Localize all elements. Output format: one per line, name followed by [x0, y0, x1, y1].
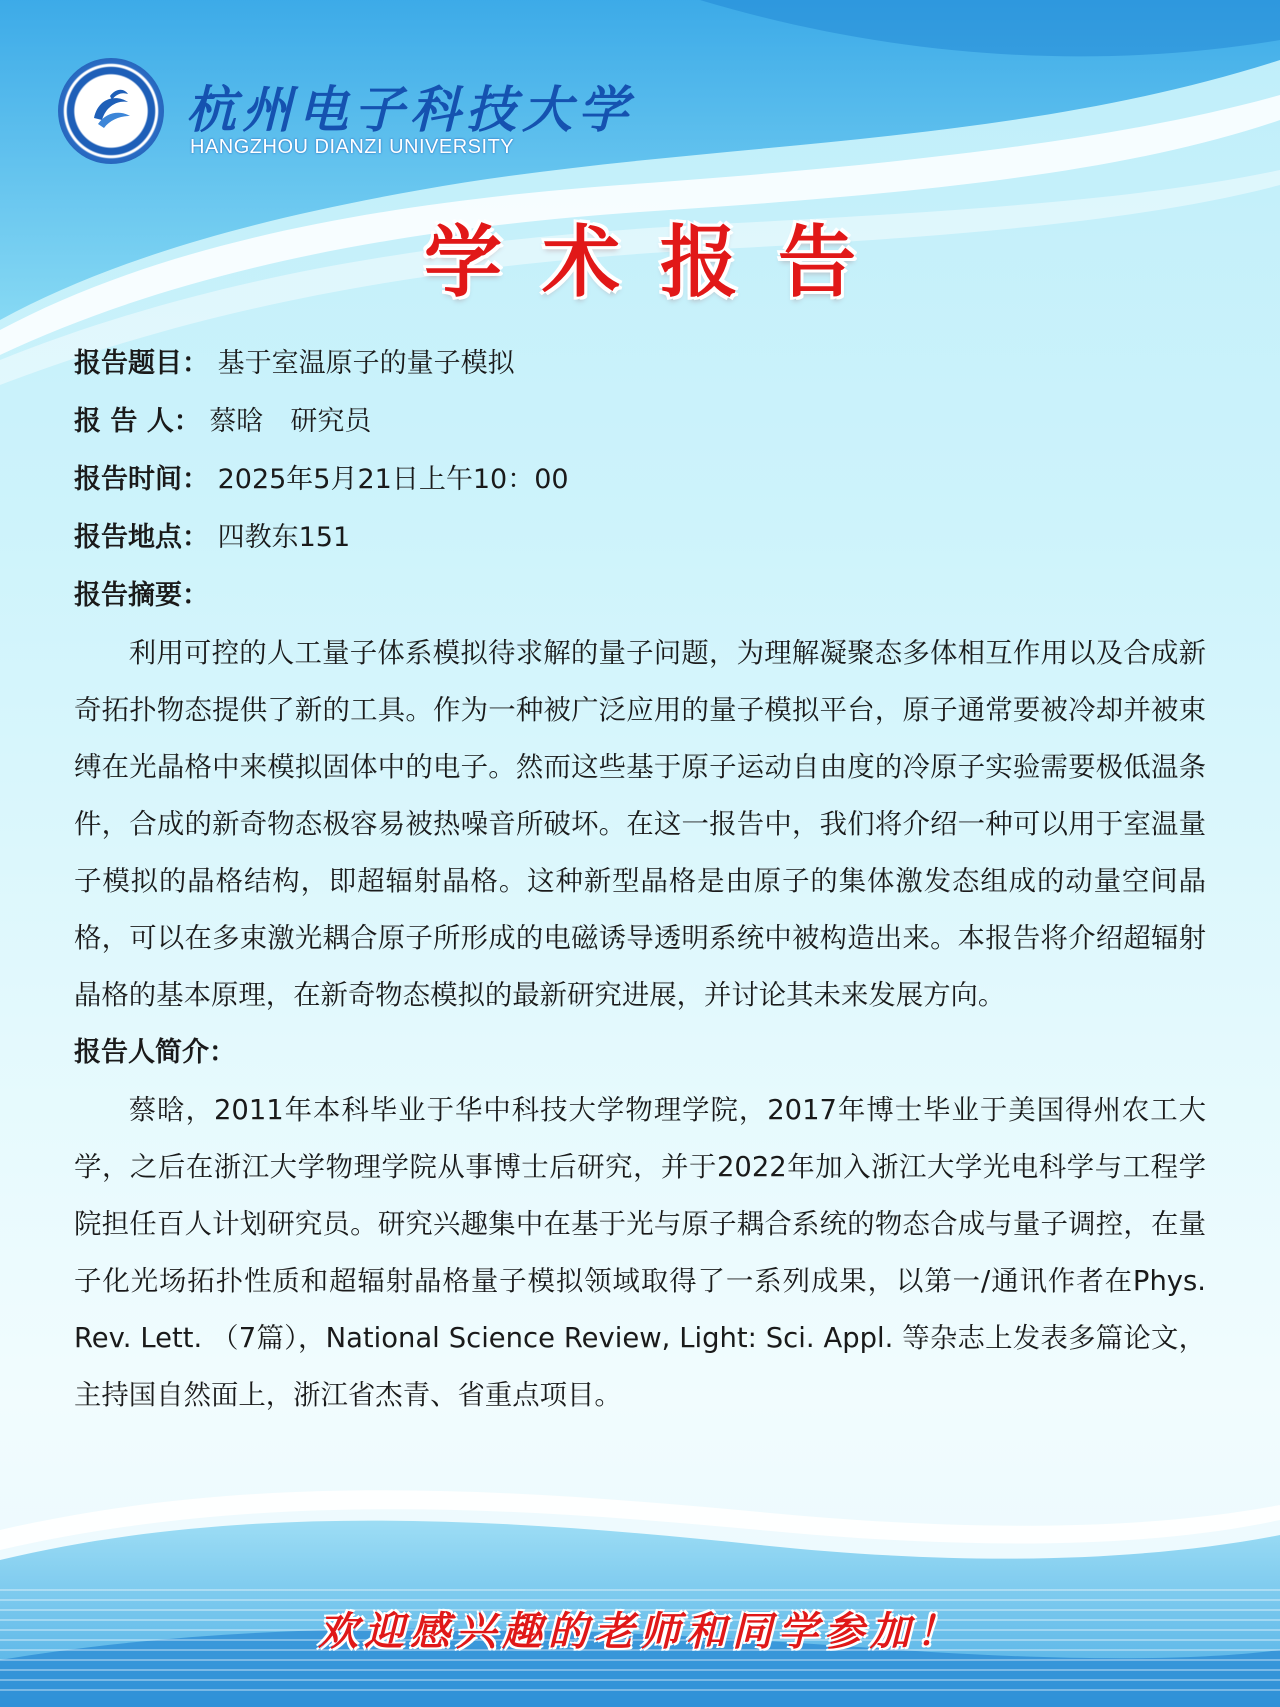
place-value: 四教东151 — [217, 522, 351, 553]
speaker-value: 蔡晗 研究员 — [209, 406, 372, 437]
abstract-heading-row — [74, 567, 1206, 625]
report-content — [74, 335, 1206, 1424]
speaker-label: 报 告 人： — [74, 406, 201, 437]
welcome-message: 欢迎感兴趣的老师和同学参加！ — [318, 1608, 962, 1655]
time-value: 2025年5月21日上午10：00 — [217, 464, 569, 495]
bio-heading-row — [74, 1024, 1206, 1082]
place-row — [74, 509, 1206, 567]
place-label: 报告地点： — [74, 522, 209, 553]
abstract-text: 利用可控的人工量子体系模拟待求解的量子问题，为理解凝聚态多体相互作用以及合成新奇拓扑物态提供了新的工具。作为一种被广泛应用的量子模拟平台，原子通常要被冷却并被束缚在光晶格中来模拟固体中的电子。然而这些基于原子运动自由度的冷原子实验需要极低温条件，合成的新奇物态极容易被热噪音所破坏。在这一报告中，我们将介绍一种可以用于室温量子模拟的晶格结构，即超辐射晶格。这种新型晶格是由原子的集体激发态组成的动量空间晶格，可以在多束激光耦合原子所形成的电磁诱导透明系统中被构造出来。本报告将介绍超辐射晶格的基本原理，在新奇物态模拟的最新研究进展，并讨论其未来发展方向。 — [74, 638, 1206, 1011]
bio-label: 报告人简介： — [74, 1037, 236, 1068]
speaker-row — [74, 393, 1206, 451]
university-emblem — [58, 58, 164, 164]
university-name-en: HANGZHOU DIANZI UNIVERSITY — [190, 136, 515, 158]
abstract-label: 报告摘要： — [74, 580, 209, 611]
topic-label: 报告题目： — [74, 348, 209, 379]
topic-row — [74, 335, 1206, 393]
page-title: 学术报告 — [423, 218, 896, 308]
time-row — [74, 451, 1206, 509]
topic-value: 基于室温原子的量子模拟 — [217, 348, 515, 379]
bio-text: 蔡晗，2011年本科毕业于华中科技大学物理学院，2017年博士毕业于美国得州农工大学，之后在浙江大学物理学院从事博士后研究，并于2022年加入浙江大学光电科学与工程学院担任百人计划研究员。研究兴趣集中在基于光与原子耦合系统的物态合成与量子调控，在量子化光场拓扑性质和超辐射晶格量子模拟领域取得了一系列成果，以第一/通讯作者在Phys. Rev. Lett. （7篇），National Science Review, Light: Sci. Appl. 等杂志上发表多篇论文，主持国自然面上，浙江省杰青、省重点项目。 — [74, 1095, 1206, 1411]
time-label: 报告时间： — [74, 464, 209, 495]
university-name-cn: 杭州电子科技大学 — [186, 80, 634, 139]
emblem-icon — [58, 58, 164, 164]
